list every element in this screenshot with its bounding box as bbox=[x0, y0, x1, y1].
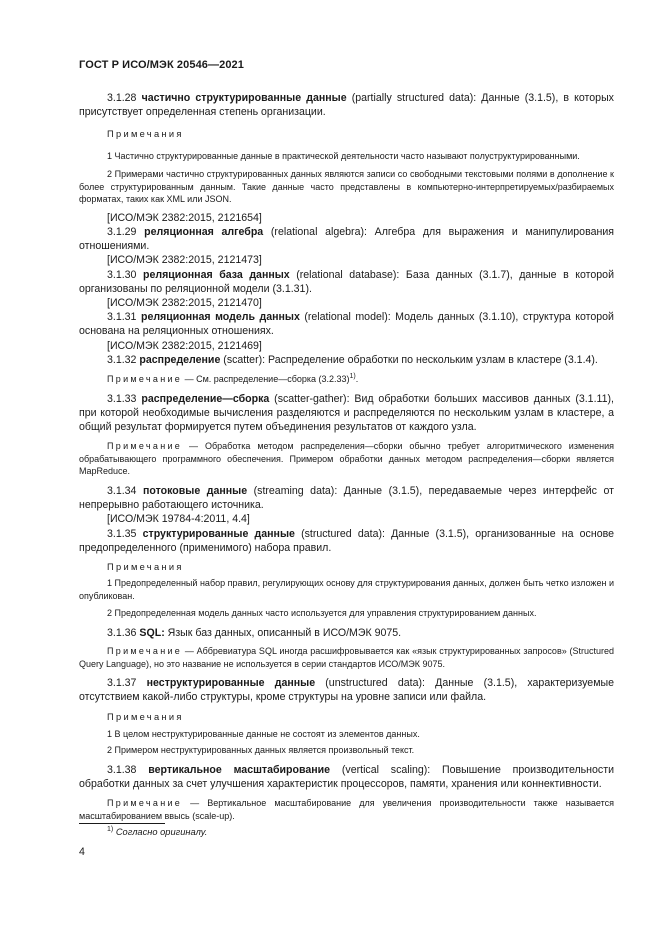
note-2: 2 Предопределенная модель данных часто используется для управления структурированием данных. bbox=[107, 608, 537, 619]
term-title: распределение—сборка bbox=[141, 392, 270, 405]
footnote bbox=[107, 827, 207, 837]
term-title: реляционная база данных bbox=[143, 268, 290, 281]
note-label: Примечание bbox=[107, 441, 183, 452]
term-entry-3129: 3.1.29 реляционная алгебра (relational algebra): Алгебра для выражения и манипулирования отношениями. bbox=[79, 225, 614, 253]
notes-heading: Примечания bbox=[107, 711, 184, 722]
term-entry-3135: 3.1.35 структурированные данные (structured data): Данные (3.1.5), организованные на основе предопределенного (применимого) набора правил. bbox=[79, 527, 614, 554]
note-label: Примечание bbox=[107, 798, 183, 809]
footnote-marker: 1) bbox=[107, 825, 114, 833]
term-title: реляционная алгебра bbox=[144, 225, 264, 238]
source-reference: [ИСО/МЭК 2382:2015, 2121654] bbox=[107, 211, 262, 224]
note-1: 1 Предопределенный набор правил, регулирующих основу для структурирования данных, должен быть четко изложен и опубликован. bbox=[79, 578, 614, 601]
term-entry-3136: 3.1.36 SQL: Язык баз данных, описанный в ИСО/МЭК 9075. bbox=[107, 626, 402, 639]
note-1: 1 Частично структурированные данные в практической деятельности часто называют полуструктурированными. bbox=[107, 151, 580, 162]
term-entry-3131: 3.1.31 реляционная модель данных (relational model): Модель данных (3.1.10), структура которой основана на реляционных отношениях. bbox=[79, 311, 614, 338]
note-2: 2 Примером неструктурированных данных является произвольный текст. bbox=[107, 745, 415, 756]
page-number: 4 bbox=[79, 846, 85, 858]
term-title: потоковые данные bbox=[143, 485, 248, 497]
note-3138: Примечание — Вертикальное масштабирование для увеличения производительности также называется масштабированием ввысь (scale-up). bbox=[79, 798, 614, 821]
note-label: Примечание bbox=[107, 646, 183, 656]
note-3133: Примечание — Обработка методом распределения—сборки обычно требует алгоритмического изменения обрабатывающего программного обеспечения. Примером обработки данных методом распределения—сборки является MapReduce. bbox=[79, 441, 614, 477]
term-entry-3138: 3.1.38 вертикальное масштабирование (vertical scaling): Повышение производительности обработки данных за счет улучшения характеристик процессоров, памяти, хранения или коннективности. bbox=[79, 763, 614, 790]
term-entry-3137: 3.1.37 неструктурированные данные (unstructured data): Данные (3.1.5), характеризуемые отсутствием какой-либо структуры, кроме структуры на уровне записи или файла. bbox=[79, 677, 614, 704]
document-body bbox=[79, 91, 614, 822]
term-entry-3128: 3.1.28 частично структурированные данные (partially structured data): Данные (3.1.5), в которых присутствует определенная степень организации. bbox=[79, 92, 614, 119]
footnote-text: Согласно оригиналу. bbox=[115, 827, 208, 837]
document-header: ГОСТ Р ИСО/МЭК 20546—2021 bbox=[79, 59, 244, 71]
footnote-marker: 1) bbox=[349, 373, 356, 381]
footnote-divider bbox=[79, 823, 165, 824]
term-title: вертикальное масштабирование bbox=[148, 763, 331, 776]
term-entry-3134: 3.1.34 потоковые данные (streaming data): Данные (3.1.5), передаваемые через интерфейс от непрерывно работающего источника. bbox=[79, 485, 614, 512]
notes-heading: Примечания bbox=[107, 129, 184, 140]
source-reference: [ИСО/МЭК 2382:2015, 2121470] bbox=[107, 297, 262, 309]
term-title: частично структурированные данные bbox=[141, 92, 347, 104]
term-title: распределение bbox=[139, 353, 221, 366]
term-entry-3132: 3.1.32 распределение (scatter): Распределение обработки по нескольким узлам в кластере (3.1.4). bbox=[107, 353, 598, 366]
term-title: структурированные данные bbox=[142, 527, 295, 540]
term-entry-3133: 3.1.33 распределение—сборка (scatter-gather): Вид обработки больших массивов данных (3.1.11), при которой необходимые вычисления разделяются и распределяются по нескольким узлам в кластере, а общий результат формируется путем объединения результатов от каждого узла. bbox=[79, 392, 614, 434]
note-1: 1 В целом неструктурированные данные не состоят из элементов данных. bbox=[107, 728, 420, 739]
note-label: Примечание bbox=[107, 374, 183, 385]
note-3132: Примечание — См. распределение—сборка $(3.2.33)^{1)}$. bbox=[107, 373, 359, 385]
term-title: неструктурированные данные bbox=[146, 677, 316, 690]
term-entry-3130: 3.1.30 реляционная база данных (relational database): База данных (3.1.7), данные в которой организованы по реляционной модели (3.1.31). bbox=[79, 268, 614, 295]
notes-heading: Примечания bbox=[107, 562, 184, 573]
note-3136: Примечание — Аббревиатура SQL иногда расшифровывается как «язык структурированных запросов» (Structured Query Language), но это название не используется в серии стандартов ИСО/МЭК 9075. bbox=[79, 646, 614, 669]
source-reference: [ИСО/МЭК 2382:2015, 2121473] bbox=[107, 254, 262, 267]
note-2: 2 Примерами частично структурированных данных являются записи со свободными текстовыми полями в дополнение к более структурированным данным. Такие данные часто представлены в компьютерно-интерпретируемых/разбираемых форматах, таких как XML или JSON. bbox=[79, 169, 614, 205]
source-reference: [ИСО/МЭК 2382:2015, 2121469] bbox=[107, 339, 262, 352]
source-reference: [ИСО/МЭК 19784-4:2011, 4.4] bbox=[107, 513, 250, 526]
term-title: реляционная модель данных bbox=[140, 311, 300, 324]
term-title: SQL: bbox=[139, 626, 165, 639]
